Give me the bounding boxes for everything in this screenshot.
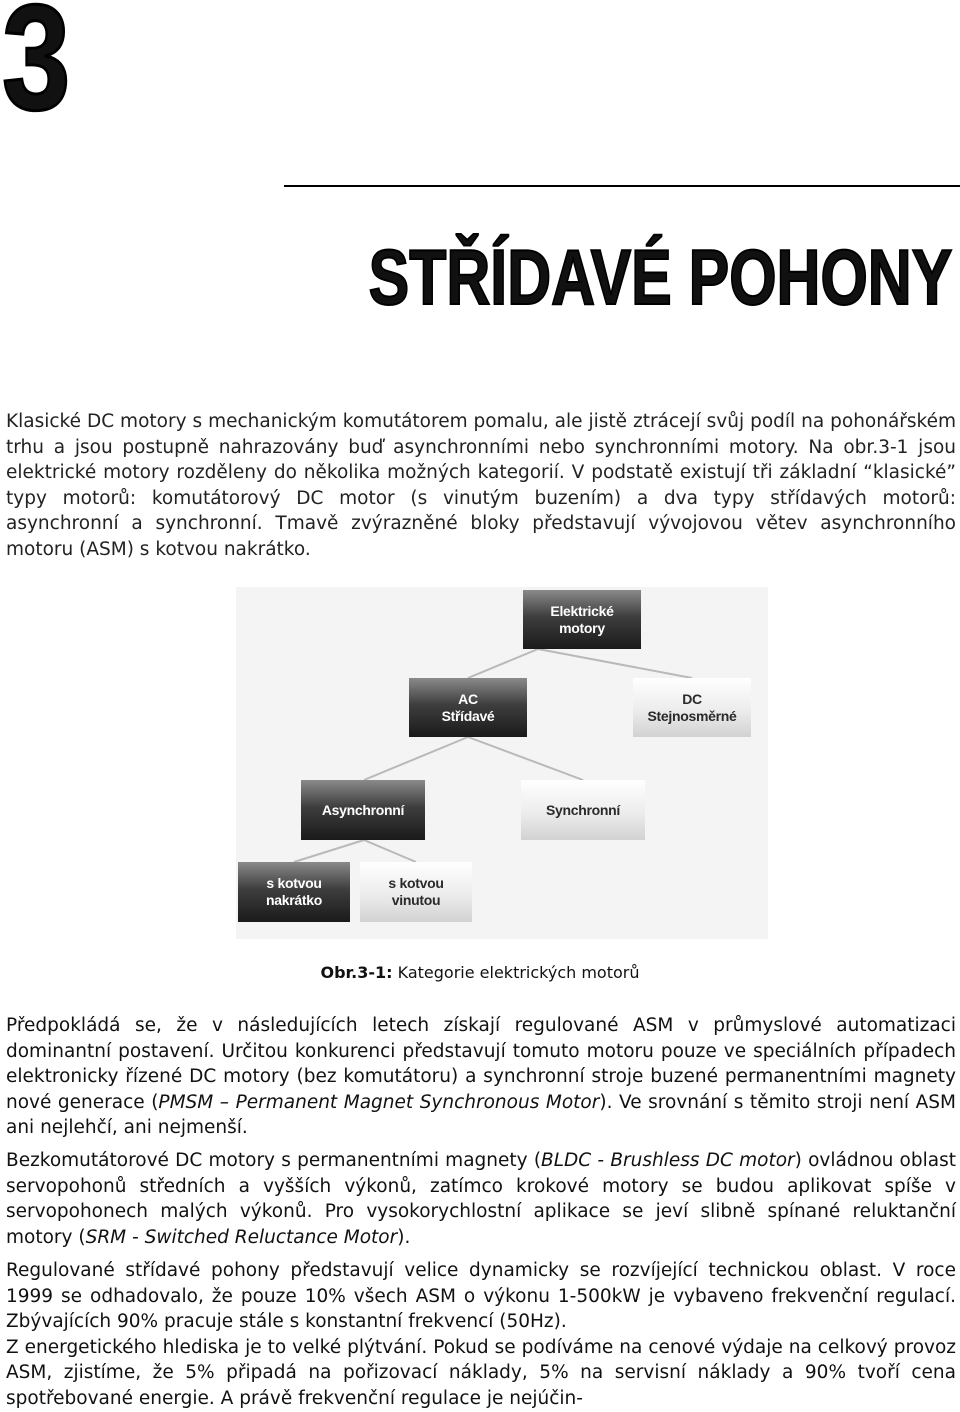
chapter-number: 3 xyxy=(2,0,68,141)
node-synchronni: Synchronní xyxy=(521,780,645,840)
node-ac-stridave: AC Střídavé xyxy=(409,678,527,737)
connector-ac-synchronni xyxy=(468,737,583,780)
connector-root-ac xyxy=(468,649,538,678)
figure-caption-label: Obr.3-1: xyxy=(320,963,393,982)
header-rule xyxy=(284,185,960,187)
paragraph-automation: Předpokládá se, že v následujících letech získají regulované ASM v průmyslové automatizaci dominantní postavení. Určitou konkurenci představují tomuto motoru pouze ve speciálních případech elektronicky řízené DC motory (bez komutátoru) a synchronní stroje buzené permanentními magnety nové generace (PMSM – Permanent Magnet Synchronous Motor). Ve srovnání s těmito stroji není ASM ani nejlehčí, ani nejmenší. xyxy=(6,1015,956,1138)
figure-caption-text: Kategorie elektrických motorů xyxy=(392,963,640,982)
node-s-kotvou-vinutou: s kotvou vinutou xyxy=(360,862,472,922)
chapter-title: STŘÍDAVÉ POHONY xyxy=(368,233,952,321)
motor-categories-diagram xyxy=(236,587,768,939)
intro-paragraph: Klasické DC motory s mechanickým komutátorem pomalu, ale jistě ztrácejí svůj podíl na pohonářském trhu a jsou postupně nahrazovány buď asynchronními nebo synchronními motory. Na obr.3-1 jsou elektrické motory rozděleny do několika možných kategorií. V podstatě existují tři základní “klasické” typy motorů: komutátorový DC motor (s vinutým buzením) a dva typy střídavých motorů: asynchronní a synchronní. Tmavě zvýrazněné bloky představují vývojovou větev asynchronního motoru (ASM) s kotvou nakrátko. xyxy=(6,411,956,560)
paragraph-regulation: Regulované střídavé pohony představují velice dynamicky se rozvíjející technickou oblast. V roce 1999 se odhadovalo, že pouze 10% všech ASM o výkonu 1-500kW je vybaveno frekvenční regulací. Zbývajících 90% pracuje stále s konstantní frekvencí (50Hz). Z energetického hlediska je to velké plýtvání. Pokud se podíváme na cenové výdaje na celkový provoz ASM, zjistíme, že 5% připadá na pořizovací náklady, 5% na servisní náklady a 90% tvoří cena spotřebované energie. A právě frekvenční regulace je nejúčin- xyxy=(6,1260,956,1409)
node-s-kotvou-nakratko: s kotvou nakrátko xyxy=(238,862,350,922)
connector-asynchronni-vinutou xyxy=(364,840,416,862)
connector-asynchronni-nakratko xyxy=(294,840,364,862)
connector-root-dc xyxy=(538,649,692,678)
node-asynchronni: Asynchronní xyxy=(301,780,425,840)
node-elektricke-motory: Elektrické motory xyxy=(523,590,641,649)
connector-ac-asynchronni xyxy=(364,737,468,780)
figure-caption xyxy=(0,963,960,983)
node-dc-stejnosmerne: DC Stejnosměrné xyxy=(633,678,751,737)
paragraph-bldc: Bezkomutátorové DC motory s permanentními magnety (BLDC - Brushless DC motor) ovládnou oblast servopohonů středních a vyšších výkonů, zatímco krokové motory se budou aplikovat spíše v servopohonech malých výkonů. Pro vysokorychlostní aplikace se jeví slibně spínané reluktanční motory (SRM - Switched Reluctance Motor). xyxy=(6,1150,956,1248)
